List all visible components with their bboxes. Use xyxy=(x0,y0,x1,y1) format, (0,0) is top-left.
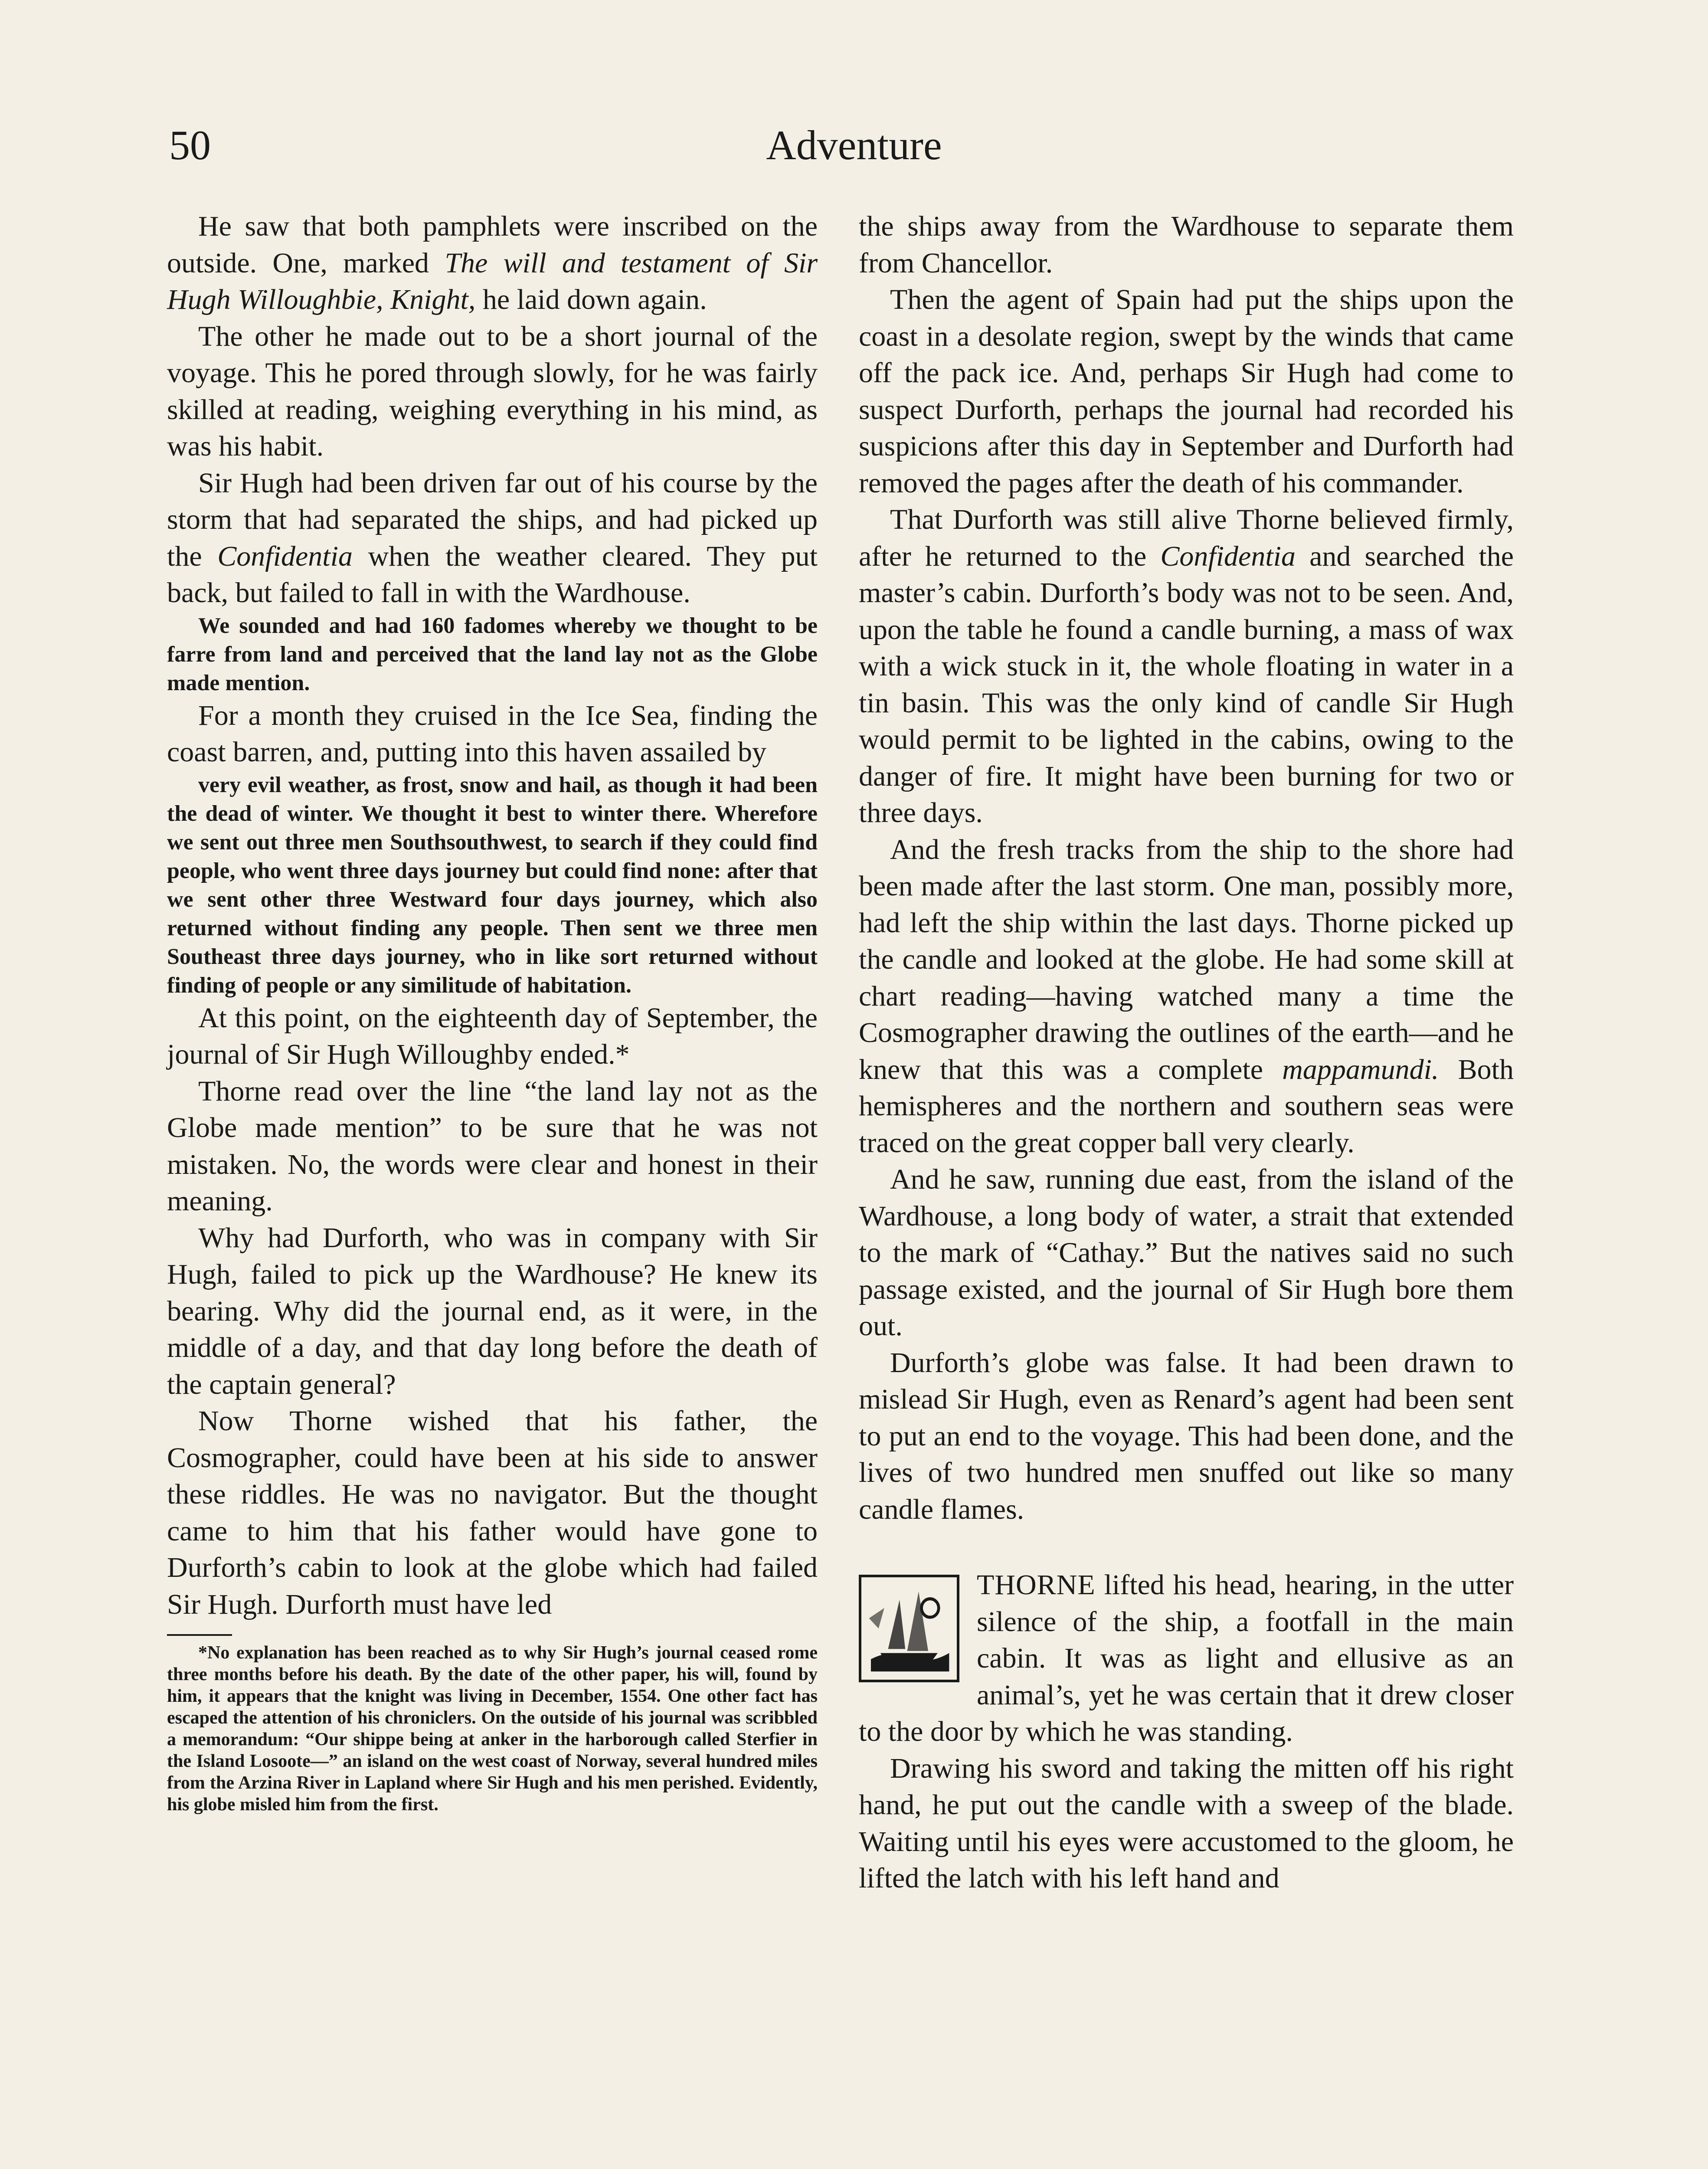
text-run: That Durforth was still alive Thorne believed firmly, after he returned to the xyxy=(859,504,1514,572)
paragraph: Drawing his sword and taking the mitten off his right hand, he put out the candle with a sweep of the blade. Waiting until his eyes were accustomed to the gloom, he lifted the latch with his left hand and xyxy=(859,1752,1514,1894)
paragraph: THORNE lifted his head, hearing, in the utter silence of the ship, a footfall in the main cabin. It was as light and ellusive as an animal’s, yet he was certain that it drew closer to the door by which he was standing. xyxy=(859,1569,1514,1747)
text-run: He saw that both pamphlets were inscribed on the outside. One, marked xyxy=(167,210,818,279)
paragraph: For a month they cruised in the Ice Sea, finding the coast barren, and, putting into this haven assailed by xyxy=(167,699,818,768)
text-run: Both hemispheres and the northern and southern seas were traced on the great copper ball very clearly. xyxy=(859,1053,1514,1159)
italic-text: Confidentia xyxy=(217,540,353,572)
paragraph: Thorne read over the line “the land lay not as the Globe made mention” to be sure that he was not mistaken. No, the words were clear and honest in their meaning. xyxy=(167,1075,818,1217)
right-column xyxy=(859,208,1514,1897)
drop-lead-word: THORNE xyxy=(977,1569,1096,1601)
text-run: And the fresh tracks from the ship to the shore had been made after the last storm. One man, possibly more, had left the ship within the last days. Thorne picked up the candle and looked at the globe. He had some skill at chart reading—having watched many a time the Cosmographer drawing the outlines of the earth—and he knew that this was a complete xyxy=(859,833,1514,1085)
text-run: he laid down again. xyxy=(475,284,707,315)
paragraph xyxy=(859,501,1514,832)
text-run: and searched the master’s cabin. Durforth’s body was not to be seen. And, upon the table he found a candle burning, a mass of wax with a wick stuck in it, the whole floating in water in a tin basin. This was the only kind of candle Sir Hugh would permit to be lighted in the cabins, owing to the danger of fire. It might have been burning for two or three days. xyxy=(859,540,1514,829)
running-title: Adventure xyxy=(766,122,942,168)
footnote-rule xyxy=(167,1634,232,1636)
ship-vignette-icon xyxy=(859,1575,959,1682)
italic-text: mappamundi. xyxy=(1282,1053,1439,1085)
paragraph: At this point, on the eighteenth day of September, the journal of Sir Hugh Willoughby ended.* xyxy=(167,1002,818,1070)
left-column xyxy=(167,208,818,1815)
paragraph: Then the agent of Spain had put the ships upon the coast in a desolate region, swept by the winds that came off the pack ice. And, perhaps Sir Hugh had come to suspect Durforth, perhaps the journal had recorded his suspicions after this day in September and Durforth had removed the pages after the death of his commander. xyxy=(859,284,1514,499)
paragraph: And he saw, running due east, from the island of the Wardhouse, a long body of water, a strait that extended to the mark of “Cathay.” But the natives said no such passage existed, and the journal of Sir Hugh bore them out. xyxy=(859,1163,1514,1342)
text-run: when the weather cleared. They put back, but failed to fall in with the Wardhouse. xyxy=(167,540,818,609)
paragraph: Durforth’s globe was false. It had been drawn to mislead Sir Hugh, even as Renard’s agent had been sent to put an end to the voyage. This had been done, and the lives of two hundred men snuffed out like so many candle flames. xyxy=(859,1347,1514,1525)
text-run: Sir Hugh had been driven far out of his course by the storm that had separated the ships, and had picked up the xyxy=(167,467,818,572)
journal-quote: We sounded and had 160 fadomes whereby we thought to be farre from land and perceived that the land lay not as the Globe made mention. xyxy=(167,613,818,695)
italic-text: The will and testament of Sir Hugh Willoughbie, Knight, xyxy=(167,247,818,315)
footnote: *No explanation has been reached as to why Sir Hugh’s journal ceased rome three months before his death. By the date of the other paper, his will, found by him, it appears that the knight was living in December, 1554. One other fact has escaped the attention of his chroniclers. On the outside of his journal was scribbled a memorandum: “Our shippe being at anker in the harborough called Sterfier in the Island Losoote—” an island on the west coast of Norway, several hundred miles from the Arzina River in Lapland where Sir Hugh and his men perished. Evidently, his globe misled him from the first. xyxy=(167,1643,818,1815)
section-opening xyxy=(859,1567,1514,1750)
journal-quote: very evil weather, as frost, snow and hail, as though it had been the dead of winter. We thought it best to winter there. Wherefore we sent out three men Southsouthwest, to search if they could find people, who went three days journey but could find none: after that we sent other three Westward four days journey, which also returned without finding any people. Then sent we three men Southeast three days journey, who in like sort returned without finding of people or any similitude of habitation. xyxy=(167,772,818,998)
paragraph: Now Thorne wished that his father, the Cosmographer, could have been at his side to answer these riddles. He was no navigator. But the thought came to him that his father would have gone to Durforth’s cabin to look at the globe which had failed Sir Hugh. Durforth must have led xyxy=(167,1405,818,1620)
paragraph xyxy=(167,465,818,612)
italic-text: Confidentia xyxy=(1160,540,1296,572)
paragraph: The other he made out to be a short journal of the voyage. This he pored through slowly, for he was fairly skilled at reading, weighing everything in his mind, as was his habit. xyxy=(167,320,818,462)
paragraph xyxy=(859,832,1514,1162)
paragraph xyxy=(167,208,818,318)
paragraph: the ships away from the Wardhouse to separate them from Chancellor. xyxy=(859,210,1514,279)
paragraph: Why had Durforth, who was in company with Sir Hugh, failed to pick up the Wardhouse? He knew its bearing. Why did the journal end, as it were, in the middle of a day, and that day long before the death of the captain general? xyxy=(167,1222,818,1400)
page-number: 50 xyxy=(169,122,211,168)
